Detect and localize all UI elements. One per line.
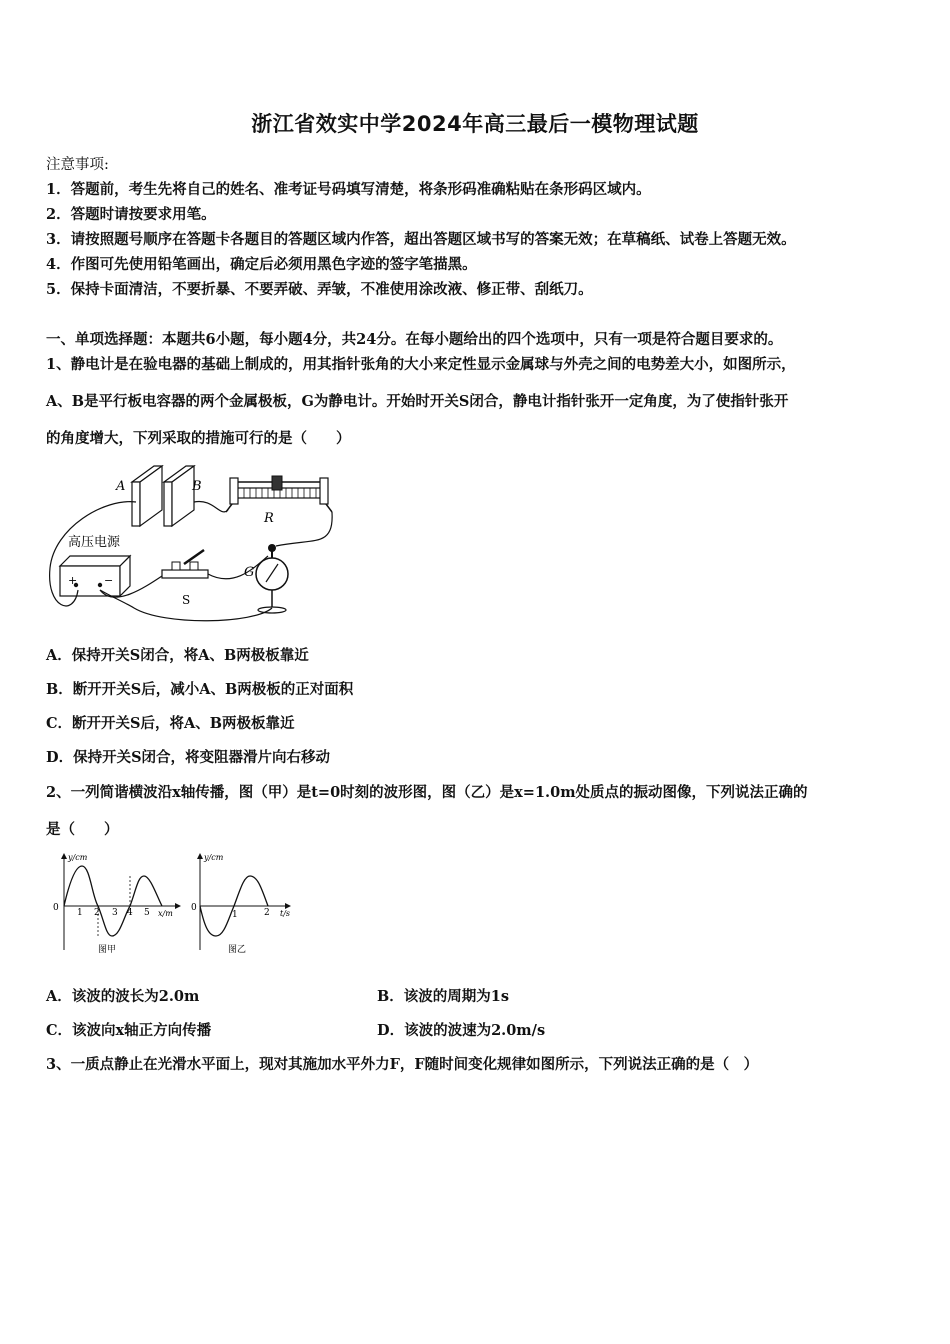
switch (162, 550, 208, 578)
graph-caption: 图乙 (228, 945, 247, 955)
notice-item: 2．答题时请按要求用笔。 (46, 206, 216, 223)
notice-heading: 注意事项: (46, 157, 109, 173)
notice-item: 4．作图可先使用铅笔画出，确定后必须用黑色字迹的签字笔描黑。 (46, 256, 477, 273)
question-1-line: 的角度增大，下列采取的措施可行的是（ ） (46, 430, 351, 447)
graph-x-label: t/s (280, 909, 291, 918)
minus-sign: − (104, 574, 114, 587)
wave-graph (50, 850, 190, 960)
tick-label: 2 (94, 908, 100, 918)
option-c: C．该波向x轴正方向传播 (46, 1022, 212, 1039)
capacitor-plate-a (132, 466, 162, 526)
wave-curve (64, 866, 162, 936)
label-s: S (182, 593, 191, 607)
electrometer (256, 544, 288, 613)
graph-origin: 0 (191, 903, 197, 913)
question-2-line: 是（ ） (46, 821, 119, 838)
graph-origin: 0 (53, 903, 59, 913)
circuit-figure (44, 458, 334, 628)
option-d: D．保持开关S闭合，将变阻器滑片向右移动 (46, 749, 331, 766)
page-title: 浙江省效实中学2024年高三最后一模物理试题 (251, 112, 699, 136)
vibration-graph (190, 850, 300, 960)
capacitor-plate-b (164, 466, 194, 526)
notice-item: 5．保持卡面清洁，不要折暴、不要弄破、弄皱，不准使用涂改液、修正带、刮纸刀。 (46, 281, 593, 298)
wire (276, 512, 332, 546)
label-g: G (244, 565, 255, 580)
section-heading: 一、单项选择题：本题共6小题，每小题4分，共24分。在每小题给出的四个选项中，只有一项是符合题目要求的。 (46, 331, 783, 348)
label-r: R (264, 511, 274, 526)
plus-sign: + (68, 574, 78, 587)
graph-y-label: y/cm (68, 853, 88, 862)
option-b: B．该波的周期为1s (377, 988, 510, 1005)
tick-label: 1 (77, 908, 83, 918)
option-c: C．断开开关S后，将A、B两极板靠近 (46, 715, 295, 732)
power-label: 高压电源 (68, 535, 121, 550)
option-d: D．该波的波速为2.0m/s (377, 1022, 546, 1039)
question-3-line: 3、一质点静止在光滑水平面上，现对其施加水平外力F，F随时间变化规律如图所示，下列说法正确的是（ ） (46, 1056, 759, 1073)
question-2-line: 2、一列简谐横波沿x轴传播，图（甲）是t=0时刻的波形图，图（乙）是x=1.0m处质点的振动图像，下列说法正确的 (46, 784, 808, 801)
rheostat (226, 476, 332, 512)
option-b: B．断开开关S后，减小A、B两极板的正对面积 (46, 681, 354, 698)
notice-item: 3．请按照题号顺序在答题卡各题目的答题区域内作答，超出答题区域书写的答案无效；在草稿纸、试卷上答题无效。 (46, 231, 796, 248)
notice-item: 1．答题前，考生先将自己的姓名、准考证号码填写清楚，将条形码准确粘贴在条形码区域内。 (46, 181, 651, 198)
tick-label: 3 (112, 908, 118, 918)
graph-caption: 图甲 (98, 945, 117, 955)
option-a: A．该波的波长为2.0m (46, 988, 200, 1005)
question-1-line: 1、静电计是在验电器的基础上制成的，用其指针张角的大小来定性显示金属球与外壳之间的电势差大小，如图所示， (46, 356, 796, 373)
label-a: A (116, 479, 126, 494)
graph-x-label: x/m (158, 909, 173, 918)
tick-label: 5 (144, 908, 150, 918)
wire (194, 501, 228, 511)
tick-label: 2 (264, 908, 270, 918)
option-a: A．保持开关S闭合，将A、B两极板靠近 (46, 647, 309, 664)
tick-label: 4 (127, 908, 133, 918)
question-1-line: A、B是平行板电容器的两个金属极板，G为静电计。开始时开关S闭合，静电计指针张开一定角度，为了使指针张开 (46, 393, 789, 410)
label-b: B (192, 479, 202, 494)
graph-y-label: y/cm (204, 853, 224, 862)
tick-label: 1 (232, 910, 238, 920)
